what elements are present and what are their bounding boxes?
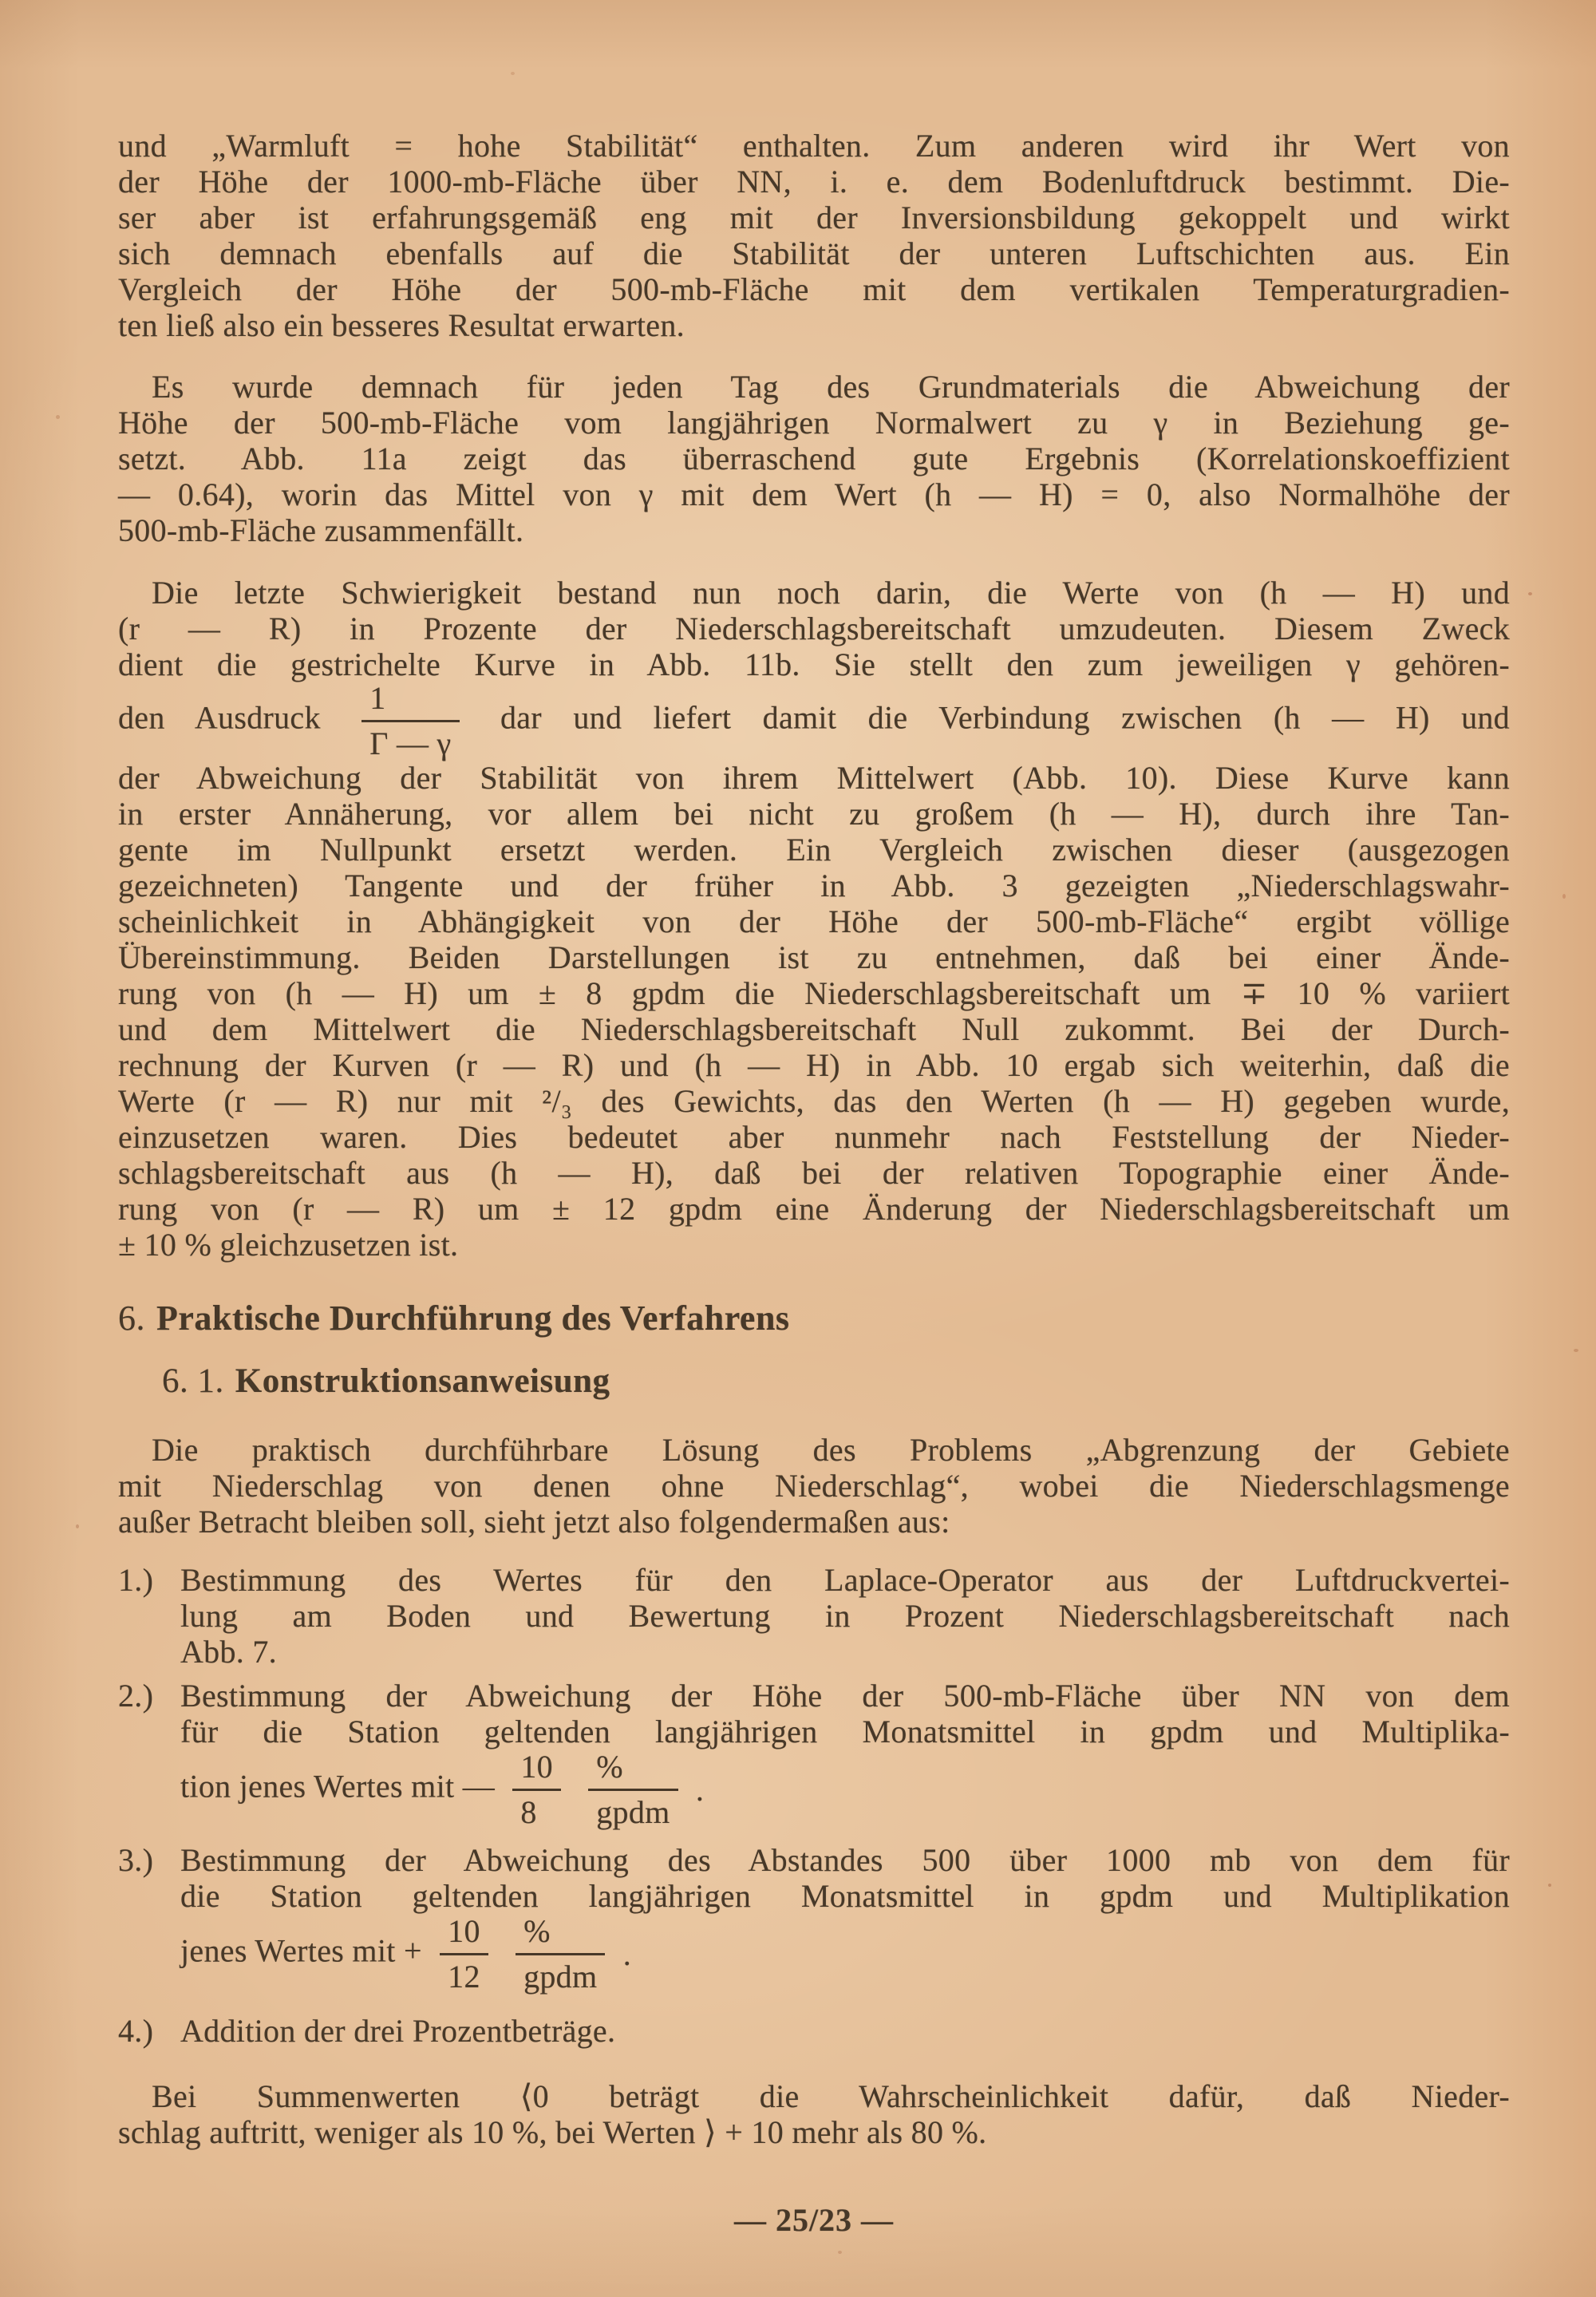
- text-line: der Höhe der 1000-mb-Fläche über NN, i. e. dem Bodenluftdruck bestimmt. Die-: [118, 164, 1510, 200]
- paper-speck: [838, 2251, 842, 2254]
- text-line: scheinlichkeit in Abhängigkeit von der Höhe der 500-mb-Fläche“ ergibt völlige: [118, 903, 1510, 939]
- text-line: Addition der drei Prozentbeträge.: [180, 2013, 616, 2049]
- text-line: sich demnach ebenfalls auf die Stabilität der unteren Luftschichten aus. Ein: [118, 235, 1510, 271]
- inline-formula-line: [118, 682, 1510, 760]
- text-line: schlag auftritt, weniger als 10 %, bei Werten ⟩ + 10 mehr als 80 %.: [118, 2114, 987, 2150]
- text-line: Werte (r — R) nur mit ²/₃ des Gewichts, das den Werten (h — H) gegeben wurde,: [118, 1083, 1510, 1119]
- text-line: 500-mb-Fläche zusammenfällt.: [118, 512, 524, 548]
- paper-speck: [1562, 894, 1566, 899]
- text-line: (r — R) in Prozente der Niederschlagsbereitschaft umzudeuten. Diesem Zweck: [118, 611, 1510, 646]
- text-line: lung am Boden und Bewertung in Prozent Niederschlagsbereitschaft nach: [180, 1598, 1510, 1634]
- formula-text-before: den Ausdruck: [118, 699, 321, 736]
- fraction-numerator: 10: [440, 1915, 488, 1955]
- section-title: Praktische Durchführung des Verfahrens: [156, 1299, 790, 1338]
- paragraph: [118, 575, 1510, 1263]
- fraction-denominator: gpdm: [596, 1794, 670, 1830]
- formula-text-before: jenes Wertes mit +: [180, 1932, 422, 1969]
- text-line: Es wurde demnach für jeden Tag des Grundmaterials die Abweichung der: [152, 369, 1510, 405]
- section-heading: [118, 1299, 1510, 1338]
- list-item-body: [180, 1562, 1510, 1670]
- text-line: mit Niederschlag von denen ohne Niederschlag“, wobei die Niederschlagsmenge: [118, 1468, 1510, 1504]
- section-number: 6.: [118, 1299, 145, 1338]
- paragraph: [118, 369, 1510, 548]
- text-line: rechnung der Kurven (r — R) und (h — H) in Abb. 10 ergab sich weiterhin, daß die: [118, 1047, 1510, 1083]
- formula-text-after: dar und liefert damit die Verbindung zwischen (h — H) und: [500, 699, 1510, 736]
- fraction-numerator: 1: [361, 682, 459, 722]
- formula-period: .: [622, 1936, 632, 1972]
- text-line: einzusetzen waren. Dies bedeutet aber nunmehr nach Feststellung der Nieder-: [118, 1119, 1510, 1155]
- list-item: [118, 1842, 1510, 1993]
- text-line: Bei Summenwerten ⟨0 beträgt die Wahrscheinlichkeit dafür, daß Nieder-: [152, 2078, 1510, 2114]
- list-item-body: [180, 2013, 1510, 2049]
- list-item-number: 1.): [118, 1562, 154, 1598]
- paper-speck: [511, 72, 515, 75]
- text-line: und dem Mittelwert die Niederschlagsbereitschaft Null zukommt. Bei der Durch-: [118, 1011, 1510, 1047]
- list-item-body: [180, 1678, 1510, 1829]
- paragraph: [118, 1432, 1510, 1540]
- text-line: Abb. 7.: [180, 1634, 277, 1670]
- inline-formula-line: [180, 1915, 1510, 1993]
- text-line: schlagsbereitschaft aus (h — H), daß bei der relativen Topographie einer Ände-: [118, 1155, 1510, 1191]
- paper-speck: [1574, 1349, 1578, 1352]
- text-line: Bestimmung der Abweichung der Höhe der 500-mb-Fläche über NN von dem: [180, 1678, 1510, 1714]
- list-item-number: 2.): [118, 1678, 154, 1714]
- text-line: Höhe der 500-mb-Fläche vom langjährigen Normalwert zu γ in Beziehung ge-: [118, 405, 1510, 441]
- text-line: und „Warmluft = hohe Stabilität“ enthalten. Zum anderen wird ihr Wert von: [118, 128, 1510, 164]
- text-line: rung von (h — H) um ± 8 gpdm die Niederschlagsbereitschaft um ∓ 10 % variiert: [118, 975, 1510, 1011]
- page-number: [118, 2202, 1510, 2238]
- list-item-number: 3.): [118, 1842, 154, 1878]
- subsection-heading: [162, 1362, 1510, 1402]
- fraction-numerator: %: [516, 1915, 605, 1955]
- text-line: Die letzte Schwierigkeit bestand nun noch darin, die Werte von (h — H) und: [152, 575, 1510, 611]
- fraction-numerator: %: [588, 1751, 678, 1791]
- fraction-one-over-gamma: [361, 682, 459, 760]
- fraction-denominator: 8: [520, 1794, 537, 1830]
- list-item-body: [180, 1842, 1510, 1993]
- list-item: [118, 2013, 1510, 2049]
- fraction-denominator: 12: [448, 1959, 480, 1995]
- text-line: ser aber ist erfahrungsgemäß eng mit der Inversionsbildung gekoppelt und wirkt: [118, 200, 1510, 235]
- fraction-denominator: Γ — γ: [369, 725, 452, 761]
- text-line: die Station geltenden langjährigen Monatsmittel in gpdm und Multiplikation: [180, 1878, 1510, 1914]
- paper-speck: [76, 1524, 79, 1528]
- text-line: für die Station geltenden langjährigen Monatsmittel in gpdm und Multiplika-: [180, 1714, 1510, 1749]
- fraction-10-over-8: [512, 1751, 561, 1829]
- fraction-10-over-12: [440, 1915, 488, 1993]
- fraction-numerator: 10: [512, 1751, 561, 1791]
- formula-period: .: [695, 1772, 705, 1808]
- list-item: [118, 1678, 1510, 1829]
- text-line: in erster Annäherung, vor allem bei nicht zu großem (h — H), durch ihre Tan-: [118, 796, 1510, 832]
- paper-speck: [1528, 592, 1532, 595]
- fraction-percent-over-gpdm: [588, 1751, 678, 1829]
- subsection-number: 6. 1.: [162, 1362, 224, 1400]
- list-item-number: 4.): [118, 2013, 154, 2049]
- text-line: setzt. Abb. 11a zeigt das überraschend gute Ergebnis (Korrelationskoeffizient: [118, 441, 1510, 476]
- formula-text-before: tion jenes Wertes mit —: [180, 1768, 495, 1805]
- text-line: ± 10 % gleichzusetzen ist.: [118, 1227, 459, 1263]
- paragraph-continuation: [118, 128, 1510, 343]
- paper-speck: [56, 415, 60, 419]
- text-line: Bestimmung des Wertes für den Laplace-Operator aus der Luftdruckvertei-: [180, 1562, 1510, 1598]
- paragraph: [118, 2078, 1510, 2150]
- text-line: Übereinstimmung. Beiden Darstellungen ist zu entnehmen, daß bei einer Ände-: [118, 939, 1510, 975]
- text-line: Die praktisch durchführbare Lösung des Problems „Abgrenzung der Gebiete: [152, 1432, 1510, 1468]
- text-line: ten ließ also ein besseres Resultat erwarten.: [118, 307, 685, 343]
- page-text-column: [118, 128, 1510, 2238]
- subsection-title: Konstruktionsanweisung: [235, 1362, 610, 1400]
- text-line: gezeichneten) Tangente und der früher in Abb. 3 gezeigten „Niederschlagswahr-: [118, 868, 1510, 903]
- text-line: außer Betracht bleiben soll, sieht jetzt also folgendermaßen aus:: [118, 1504, 950, 1540]
- text-line: Bestimmung der Abweichung des Abstandes 500 über 1000 mb von dem für: [180, 1842, 1510, 1878]
- paper-speck: [1548, 1884, 1551, 1887]
- list-item: [118, 1562, 1510, 1670]
- text-line: — 0.64), worin das Mittel von γ mit dem Wert (h — H) = 0, also Normalhöhe der: [118, 476, 1510, 512]
- text-line: Vergleich der Höhe der 500-mb-Fläche mit dem vertikalen Temperaturgradien-: [118, 271, 1510, 307]
- text-line: rung von (r — R) um ± 12 gpdm eine Änderung der Niederschlagsbereitschaft um: [118, 1191, 1510, 1227]
- page-number-text: — 25/23 —: [733, 2202, 895, 2238]
- text-line: dient die gestrichelte Kurve in Abb. 11b. Sie stellt den zum jeweiligen γ gehören-: [118, 646, 1510, 682]
- inline-formula-line: [180, 1751, 1510, 1829]
- text-line: der Abweichung der Stabilität von ihrem Mittelwert (Abb. 10). Diese Kurve kann: [118, 760, 1510, 796]
- fraction-denominator: gpdm: [523, 1959, 598, 1995]
- fraction-percent-over-gpdm: [516, 1915, 605, 1993]
- text-line: gente im Nullpunkt ersetzt werden. Ein Vergleich zwischen dieser (ausgezogen: [118, 832, 1510, 868]
